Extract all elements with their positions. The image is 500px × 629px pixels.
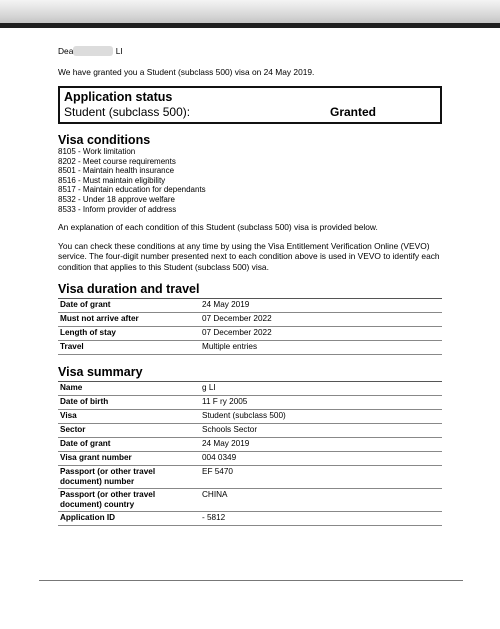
row-value: EF 5470 (200, 466, 442, 489)
table-row (58, 489, 442, 512)
salutation (58, 46, 442, 57)
row-label: Date of grant (58, 299, 200, 313)
row-label: Date of birth (58, 396, 200, 410)
row-value: 24 May 2019 (200, 438, 442, 452)
row-value: 004 0349 (200, 452, 442, 466)
top-banner-rule (0, 23, 500, 28)
application-status-row (64, 105, 436, 120)
table-row (58, 327, 442, 341)
row-value: 24 May 2019 (200, 299, 442, 313)
table-row (58, 452, 442, 466)
row-label: Visa (58, 410, 200, 424)
application-status-box (58, 86, 442, 124)
condition-item: 8105 - Work limitation (58, 147, 136, 156)
row-label: Application ID (58, 512, 200, 526)
grant-intro: We have granted you a Student (subclass 500) visa on 24 May 2019. (58, 66, 315, 77)
row-value: Multiple entries (200, 341, 442, 355)
table-row (58, 512, 442, 526)
table-row (58, 382, 442, 396)
visa-summary-table (58, 382, 442, 526)
salutation-surname: LI (115, 46, 123, 56)
visa-duration-heading: Visa duration and travel (58, 282, 442, 299)
table-row (58, 313, 442, 327)
row-label: Sector (58, 424, 200, 438)
vevo-paragraph: You can check these conditions at any time by using the Visa Entitlement Verification Online (VEVO) service. The four-digit number presented next to each condition above is used in VEVO to identify each condition that applies to this Student (subclass 500) visa. (58, 240, 440, 272)
condition-item: 8516 - Must maintain eligibility (58, 175, 166, 185)
table-row (58, 424, 442, 438)
table-row (58, 438, 442, 452)
visa-conditions-list (58, 147, 442, 214)
application-status-title: Application status (64, 90, 173, 104)
row-label: Visa grant number (58, 452, 200, 466)
status-value: Granted (330, 105, 377, 119)
row-value: g LI (200, 382, 442, 396)
condition-item: 8202 - Meet course requirements (58, 156, 176, 166)
row-label: Length of stay (58, 327, 200, 341)
visa-conditions-heading: Visa conditions (58, 133, 151, 147)
letter-body (58, 46, 442, 526)
row-label: Date of grant (58, 438, 200, 452)
row-value: 07 December 2022 (200, 327, 442, 341)
row-label: Name (58, 382, 200, 396)
row-value: 11 F ry 2005 (200, 396, 442, 410)
redacted-given-name (73, 46, 113, 56)
salutation-prefix: Dea (58, 46, 74, 56)
conditions-explanation: An explanation of each condition of this Student (subclass 500) visa is provided below. (58, 222, 378, 233)
table-row (58, 341, 442, 355)
table-row (58, 396, 442, 410)
condition-item: 8501 - Maintain health insurance (58, 166, 175, 176)
row-value: Schools Sector (200, 424, 442, 438)
row-value: 07 December 2022 (200, 313, 442, 327)
table-row (58, 410, 442, 424)
table-row (58, 466, 442, 489)
status-label: Student (subclass 500): (64, 105, 191, 119)
row-label: Passport (or other travel document) country (58, 489, 200, 512)
footer-rule (39, 580, 463, 581)
row-label: Must not arrive after (58, 313, 200, 327)
row-label: Travel (58, 341, 200, 355)
condition-item: 8517 - Maintain education for dependants (58, 185, 206, 195)
visa-duration-table (58, 299, 442, 355)
visa-summary-heading: Visa summary (58, 365, 442, 382)
condition-item: 8532 - Under 18 approve welfare (58, 194, 175, 204)
row-label: Passport (or other travel document) number (58, 466, 200, 489)
table-row (58, 299, 442, 313)
row-value: - 5812 (200, 512, 442, 526)
row-value: CHINA (200, 489, 442, 512)
row-value: Student (subclass 500) (200, 410, 442, 424)
condition-item: 8533 - Inform provider of address (58, 204, 177, 214)
